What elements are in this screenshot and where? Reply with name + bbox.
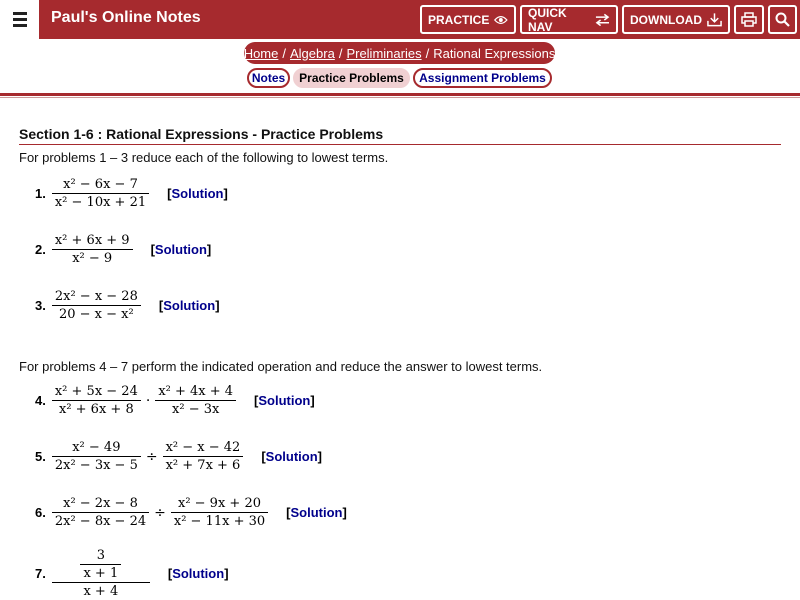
bracket-open: [: [254, 393, 259, 408]
intro-text-2: For problems 4 – 7 perform the indicated operation and reduce the answer to lowest terms.: [19, 359, 543, 374]
bracket-open: [: [150, 242, 155, 257]
brand-bar: [39, 0, 800, 39]
bracket-close: ]: [206, 242, 212, 257]
denominator: x² − 3x: [172, 402, 220, 417]
problem-number: 2.: [35, 242, 46, 257]
top-bar: [0, 0, 800, 39]
fraction: [52, 439, 141, 474]
numerator: x² − 6x − 7: [63, 177, 138, 192]
denominator: x + 4: [83, 584, 119, 599]
denominator: x² + 7x + 6: [165, 458, 241, 473]
problem-number: 1.: [35, 186, 46, 201]
solution-link[interactable]: Solution: [154, 242, 207, 257]
multiply-operator: ·: [145, 392, 151, 409]
bracket-open: [: [158, 298, 164, 313]
solution-link[interactable]: Solution: [171, 186, 224, 201]
denominator: 2x² − 3x − 5: [54, 458, 138, 473]
tab-assignment-problems[interactable]: Assignment Problems: [413, 68, 552, 88]
intro-text-1: For problems 1 – 3 reduce each of the following to lowest terms.: [19, 150, 389, 165]
bracket-open: [: [261, 449, 266, 464]
problem-item: [35, 547, 229, 600]
problem-number: 5.: [35, 449, 46, 464]
breadcrumb-algebra[interactable]: Algebra: [290, 45, 335, 61]
solution-link-wrapper: [167, 186, 228, 201]
breadcrumb: [244, 42, 555, 64]
problem-item: [35, 383, 315, 418]
solution-link-wrapper: [151, 242, 212, 257]
bracket-close: ]: [223, 186, 228, 201]
menu-icon-line: [13, 12, 27, 15]
fraction: [163, 439, 244, 474]
bracket-open: [: [286, 505, 291, 520]
bracket-close: ]: [317, 449, 323, 464]
numerator: 2x² − x − 28: [54, 289, 138, 304]
breadcrumb-separator: /: [338, 45, 343, 61]
solution-link-wrapper: [168, 566, 229, 581]
fraction: [52, 176, 149, 211]
header-divider: [0, 93, 800, 96]
quick-nav-button[interactable]: [520, 5, 618, 34]
divide-operator: ÷: [154, 504, 166, 521]
search-button[interactable]: [768, 5, 797, 34]
print-button[interactable]: [734, 5, 764, 34]
bracket-open: [: [167, 566, 173, 581]
numerator: x² − 2x − 8: [63, 496, 138, 511]
site-title[interactable]: Paul's Online Notes: [51, 9, 201, 26]
page-tabs: [0, 68, 800, 88]
breadcrumb-preliminaries[interactable]: Preliminaries: [346, 45, 422, 61]
download-button[interactable]: [622, 5, 730, 34]
solution-link[interactable]: Solution: [172, 566, 225, 581]
menu-icon-line: [13, 24, 27, 27]
breadcrumb-home[interactable]: Home: [243, 45, 279, 61]
solution-link[interactable]: Solution: [163, 298, 216, 313]
denominator: x² − 9: [72, 251, 113, 266]
problem-number: 3.: [35, 298, 46, 313]
printer-icon: [741, 12, 757, 27]
bracket-close: ]: [342, 505, 347, 520]
hamburger-menu-button[interactable]: [0, 0, 39, 39]
problem-number: 7.: [35, 566, 46, 581]
bracket-close: ]: [310, 393, 315, 408]
breadcrumb-current: Rational Expressions: [433, 45, 556, 61]
problem-item: [35, 439, 322, 474]
numerator: x² − x − 42: [165, 440, 241, 455]
section-title: Section 1-6 : Rational Expressions - Practice Problems: [19, 126, 781, 145]
bracket-close: ]: [215, 298, 220, 313]
denominator: 20 − x − x²: [58, 307, 134, 322]
denominator: x² + 6x + 8: [58, 402, 134, 417]
solution-link-wrapper: [159, 298, 220, 313]
divide-operator: ÷: [145, 448, 158, 465]
fraction: [171, 495, 268, 530]
denominator: x² − 10x + 21: [54, 195, 147, 210]
problem-item: [35, 495, 347, 530]
breadcrumb-separator: /: [282, 45, 286, 61]
fraction: [52, 288, 141, 323]
eye-icon: [494, 14, 508, 26]
fraction: [52, 495, 149, 530]
menu-icon-line: [13, 18, 27, 21]
quick-nav-button-label: QUICK NAV: [528, 5, 567, 34]
problem-number: 4.: [35, 393, 46, 408]
download-icon: [707, 12, 722, 27]
practice-button[interactable]: [420, 5, 516, 34]
denominator: x + 1: [83, 566, 119, 581]
solution-link[interactable]: Solution: [265, 449, 318, 464]
solution-link-wrapper: [261, 449, 322, 464]
main-content: [19, 126, 781, 165]
fraction: [80, 547, 121, 582]
breadcrumb-separator: /: [425, 45, 430, 61]
numerator: x² − 9x + 20: [177, 496, 261, 511]
tab-notes[interactable]: Notes: [247, 68, 290, 88]
download-button-label: DOWNLOAD: [630, 12, 702, 27]
fraction: [155, 383, 236, 418]
bracket-open: [: [167, 186, 172, 201]
search-icon: [775, 12, 790, 27]
solution-link[interactable]: Solution: [258, 393, 311, 408]
problem-item: [35, 288, 220, 323]
numerator: x² + 4x + 4: [158, 384, 234, 399]
solution-link[interactable]: Solution: [290, 505, 343, 520]
tab-practice-problems[interactable]: Practice Problems: [293, 68, 410, 88]
header-divider-shadow: [0, 97, 800, 98]
solution-link-wrapper: [254, 393, 315, 408]
numerator: x² + 6x + 9: [54, 233, 130, 248]
numerator: x² − 49: [72, 440, 121, 455]
numerator: x² + 5x − 24: [54, 384, 138, 399]
denominator: x² − 11x + 30: [173, 514, 266, 529]
solution-link-wrapper: [286, 505, 347, 520]
complex-fraction: [52, 547, 150, 600]
bracket-close: ]: [224, 566, 229, 581]
problem-number: 6.: [35, 505, 46, 520]
practice-button-label: PRACTICE: [428, 12, 490, 27]
swap-arrows-icon: [595, 13, 610, 26]
problem-item: [35, 232, 211, 267]
numerator: 3: [96, 548, 105, 563]
fraction: [52, 383, 141, 418]
fraction: [52, 232, 133, 267]
problem-item: [35, 176, 228, 211]
denominator: 2x² − 8x − 24: [54, 514, 147, 529]
